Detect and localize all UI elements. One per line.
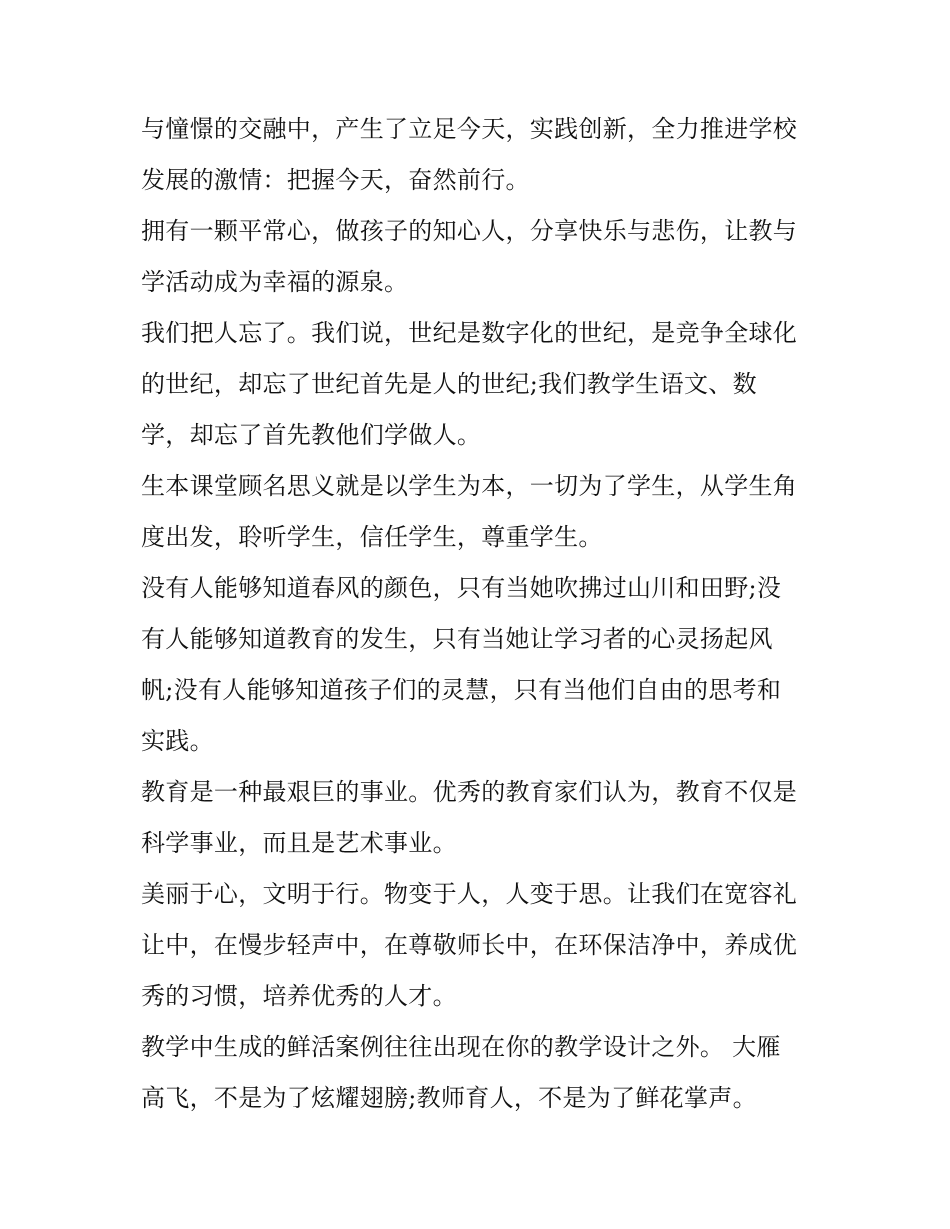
text-line-10: 没有人能够知道春风的颜色，只有当她吹拂过山川和田野;没 [141,574,782,602]
text-line-3: 拥有一颗平常心，做孩子的知心人，分享快乐与悲伤，让教与 [141,217,798,245]
text-line-8: 生本课堂顾名思义就是以学生为本，一切为了学生，从学生角 [141,472,798,500]
text-line-6: 的世纪，却忘了世纪首先是人的世纪;我们教学生语文、数 [141,370,757,398]
text-line-7: 学，却忘了首先教他们学做人。 [141,421,482,449]
text-line-4: 学活动成为幸福的源泉。 [141,268,409,296]
text-line-14: 教育是一种最艰巨的事业。优秀的教育家们认为，教育不仅是 [141,778,798,806]
text-line-2: 发展的激情：把握今天，奋然前行。 [141,166,530,194]
text-line-12: 帆;没有人能够知道孩子们的灵慧，只有当他们自由的思考和 [141,676,782,704]
text-line-16: 美丽于心，文明于行。物变于人，人变于思。让我们在宽容礼 [141,880,798,908]
text-line-1: 与憧憬的交融中，产生了立足今天，实践创新，全力推进学校 [141,115,798,143]
text-line-19: 教学中生成的鲜活案例往往出现在你的教学设计之外。 大雁 [141,1033,781,1061]
text-line-20: 高飞，不是为了炫耀翅膀;教师育人，不是为了鲜花掌声。 [141,1084,757,1112]
text-line-15: 科学事业，而且是艺术事业。 [141,829,457,857]
text-line-17: 让中，在慢步轻声中，在尊敬师长中，在环保洁净中，养成优 [141,931,798,959]
text-line-18: 秀的习惯，培养优秀的人才。 [141,982,457,1010]
document-body [141,104,816,1124]
text-line-9: 度出发，聆听学生，信任学生，尊重学生。 [141,523,603,551]
text-line-5: 我们把人忘了。我们说，世纪是数字化的世纪，是竞争全球化 [141,319,798,347]
text-line-11: 有人能够知道教育的发生，只有当她让学习者的心灵扬起风 [141,625,773,653]
text-line-13: 实践。 [141,727,214,755]
